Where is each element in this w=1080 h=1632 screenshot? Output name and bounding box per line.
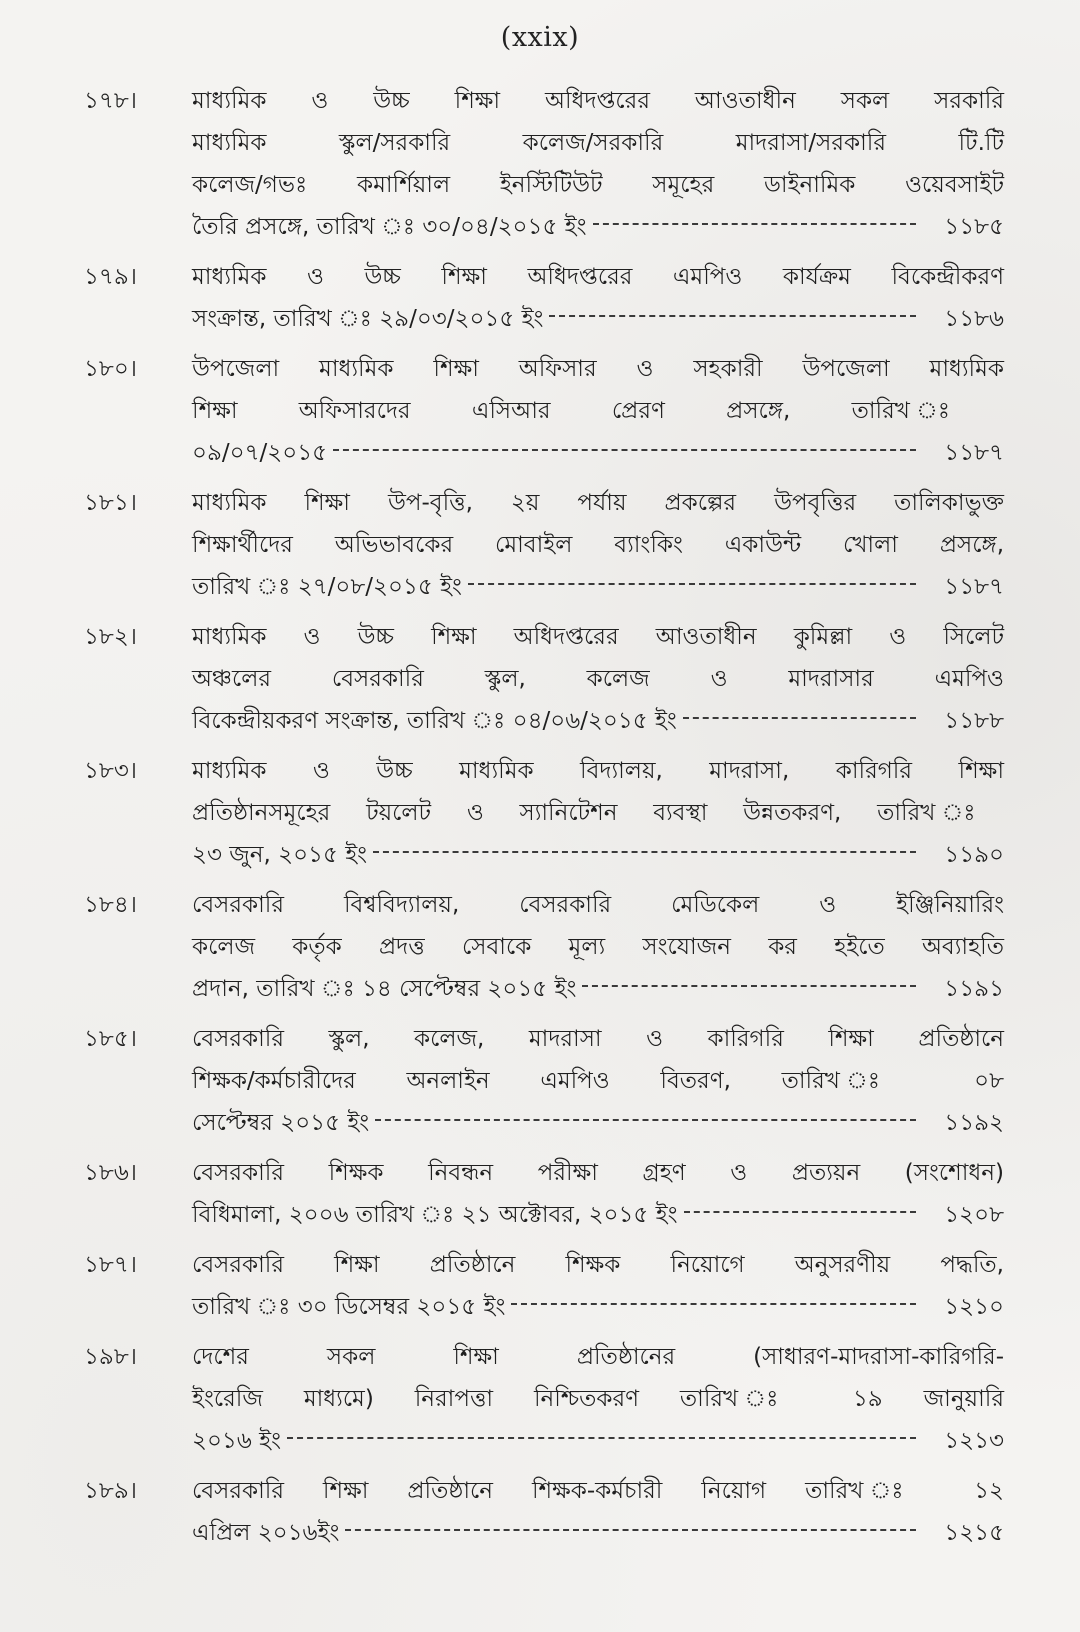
entry-title <box>192 884 1004 1010</box>
dotted-leader <box>582 985 916 987</box>
entry-line: মাধ্যমিক স্কুল/সরকারি কলেজ/সরকারি মাদরাসা/সরকারি টি.টি <box>192 130 1004 156</box>
entry-date-text: তারিখ ঃ ৩০ ডিসেম্বর ২০১৫ ইং <box>192 1294 506 1320</box>
entry-title <box>192 1018 1004 1144</box>
entry-last-line <box>192 700 1004 742</box>
toc-entry <box>84 348 1004 474</box>
entry-title <box>192 256 1004 340</box>
entry-last-line <box>192 298 1004 340</box>
entry-line: উপজেলা মাধ্যমিক শিক্ষা অফিসার ও সহকারী উপজেলা মাধ্যমিক <box>192 356 1004 382</box>
entry-page-number: ১২১৩ <box>944 1428 1004 1454</box>
dotted-leader <box>549 315 916 317</box>
entry-number: ১৮৬। <box>84 1160 138 1186</box>
toc-entry <box>84 1336 1004 1462</box>
entry-line: শিক্ষক/কর্মচারীদের অনলাইন এমপিও বিতরণ, তারিখ ঃ ০৮ <box>192 1068 1004 1094</box>
entry-line: মাধ্যমিক ও উচ্চ শিক্ষা অধিদপ্তরের আওতাধীন কুমিল্লা ও সিলেট <box>192 624 1004 650</box>
toc-entry <box>84 1018 1004 1144</box>
entry-line: বেসরকারি শিক্ষা প্রতিষ্ঠানে শিক্ষক-কর্মচারী নিয়োগ তারিখ ঃ ১২ <box>192 1478 1004 1504</box>
entry-page-number: ১১৮৬ <box>944 306 1004 332</box>
entry-last-line <box>192 968 1004 1010</box>
entry-date-text: সংক্রান্ত, তারিখ ঃ ২৯/০৩/২০১৫ ইং <box>192 306 544 332</box>
entry-date-text: বিকেন্দ্রীয়করণ সংক্রান্ত, তারিখ ঃ ০৪/০৬/২০১৫ ইং <box>192 708 677 734</box>
entry-line: মাধ্যমিক ও উচ্চ শিক্ষা অধিদপ্তরের আওতাধীন সকল সরকারি <box>192 88 1004 114</box>
entry-title <box>192 616 1004 742</box>
entry-last-line <box>192 1194 1004 1236</box>
toc-entry <box>84 750 1004 876</box>
entry-line: অঞ্চলের বেসরকারি স্কুল, কলেজ ও মাদরাসার এমপিও <box>192 666 1004 692</box>
entry-date-text: সেপ্টেম্বর ২০১৫ ইং <box>192 1110 370 1136</box>
toc-entry <box>84 1470 1004 1554</box>
entry-line: প্রতিষ্ঠানসমূহের টয়লেট ও স্যানিটেশন ব্যবস্থা উন্নতকরণ, তারিখ ঃ <box>192 800 1004 826</box>
toc-entry <box>84 482 1004 608</box>
entry-date-text: ২০১৬ ইং <box>192 1428 281 1454</box>
entry-date-text: প্রদান, তারিখ ঃ ১৪ সেপ্টেম্বর ২০১৫ ইং <box>192 976 577 1002</box>
entry-page-number: ১১৮৭ <box>944 440 1004 466</box>
dotted-leader <box>333 449 916 451</box>
entry-title <box>192 1470 1004 1554</box>
dotted-leader <box>373 851 916 853</box>
entry-title <box>192 1244 1004 1328</box>
entry-last-line <box>192 1102 1004 1144</box>
toc-entry <box>84 616 1004 742</box>
entry-title <box>192 1152 1004 1236</box>
entry-last-line <box>192 206 1004 248</box>
entry-number: ১৮৯। <box>84 1478 137 1504</box>
dotted-leader <box>593 223 916 225</box>
entry-page-number: ১১৮৭ <box>944 574 1004 600</box>
entry-last-line <box>192 1286 1004 1328</box>
entry-date-text: তারিখ ঃ ২৭/০৮/২০১৫ ইং <box>192 574 462 600</box>
entry-page-number: ১১৮৫ <box>944 214 1004 240</box>
entry-line: বেসরকারি বিশ্ববিদ্যালয়, বেসরকারি মেডিকেল ও ইঞ্জিনিয়ারিং <box>192 892 1004 918</box>
entry-page-number: ১১৯০ <box>944 842 1004 868</box>
entry-line: মাধ্যমিক শিক্ষা উপ-বৃত্তি, ২য় পর্যায় প্রকল্পের উপবৃত্তির তালিকাভুক্ত <box>192 490 1004 516</box>
entry-title <box>192 1336 1004 1462</box>
entry-line: বেসরকারি শিক্ষা প্রতিষ্ঠানে শিক্ষক নিয়োগে অনুসরণীয় পদ্ধতি, <box>192 1252 1004 1278</box>
entry-title <box>192 80 1004 248</box>
entry-page-number: ১১৯১ <box>944 976 1004 1002</box>
entry-number: ১৮৫। <box>84 1026 137 1052</box>
dotted-leader <box>683 717 916 719</box>
dotted-leader <box>375 1119 916 1121</box>
page-number-marker: (xxix) <box>500 22 580 53</box>
entry-line: মাধ্যমিক ও উচ্চ মাধ্যমিক বিদ্যালয়, মাদরাসা, কারিগরি শিক্ষা <box>192 758 1004 784</box>
entry-number: ১৮৭। <box>84 1252 138 1278</box>
toc-entry <box>84 256 1004 340</box>
entry-number: ১৮৩। <box>84 758 138 784</box>
entry-last-line <box>192 1420 1004 1462</box>
dotted-leader <box>345 1529 916 1531</box>
dotted-leader <box>684 1211 917 1213</box>
entry-number: ১৭৯। <box>84 264 138 290</box>
entry-date-text: ২৩ জুন, ২০১৫ ইং <box>192 842 368 868</box>
table-of-contents <box>84 80 1004 1562</box>
entry-date-text: ০৯/০৭/২০১৫ <box>192 440 328 466</box>
entry-number: ১৮১। <box>84 490 137 516</box>
entry-number: ১৭৮। <box>84 88 138 114</box>
dotted-leader <box>468 583 916 585</box>
entry-last-line <box>192 432 1004 474</box>
toc-entry <box>84 1244 1004 1328</box>
entry-line: শিক্ষা অফিসারদের এসিআর প্রেরণ প্রসঙ্গে, তারিখ ঃ <box>192 398 1004 424</box>
entry-page-number: ১২১৫ <box>944 1520 1004 1546</box>
dotted-leader <box>287 1437 916 1439</box>
entry-title <box>192 482 1004 608</box>
toc-entry <box>84 80 1004 248</box>
entry-date-text: তৈরি প্রসঙ্গে, তারিখ ঃ ৩০/০৪/২০১৫ ইং <box>192 214 587 240</box>
entry-number: ১৮৪। <box>84 892 137 918</box>
toc-entry <box>84 1152 1004 1236</box>
entry-line: বেসরকারি স্কুল, কলেজ, মাদরাসা ও কারিগরি শিক্ষা প্রতিষ্ঠানে <box>192 1026 1004 1052</box>
entry-title <box>192 348 1004 474</box>
toc-entry <box>84 884 1004 1010</box>
entry-date-text: বিধিমালা, ২০০৬ তারিখ ঃ ২১ অক্টোবর, ২০১৫ ইং <box>192 1202 678 1228</box>
entry-title <box>192 750 1004 876</box>
entry-line: শিক্ষার্থীদের অভিভাবকের মোবাইল ব্যাংকিং একাউন্ট খোলা প্রসঙ্গে, <box>192 532 1004 558</box>
entry-page-number: ১২০৮ <box>944 1202 1004 1228</box>
entry-line: মাধ্যমিক ও উচ্চ শিক্ষা অধিদপ্তরের এমপিও কার্যক্রম বিকেন্দ্রীকরণ <box>192 264 1004 290</box>
entry-number: ১৮২। <box>84 624 138 650</box>
entry-page-number: ১১৯২ <box>944 1110 1004 1136</box>
entry-line: বেসরকারি শিক্ষক নিবন্ধন পরীক্ষা গ্রহণ ও প্রত্যয়ন (সংশোধন) <box>192 1160 1004 1186</box>
entry-number: ১৯৮। <box>84 1344 137 1370</box>
entry-last-line <box>192 1512 1004 1554</box>
entry-line: কলেজ কর্তৃক প্রদত্ত সেবাকে মূল্য সংযোজন কর হইতে অব্যাহতি <box>192 934 1004 960</box>
entry-page-number: ১২১০ <box>944 1294 1004 1320</box>
dotted-leader <box>511 1303 916 1305</box>
entry-line: দেশের সকল শিক্ষা প্রতিষ্ঠানের (সাধারণ-মাদরাসা-কারিগরি- <box>192 1344 1004 1370</box>
entry-last-line <box>192 834 1004 876</box>
entry-page-number: ১১৮৮ <box>944 708 1004 734</box>
entry-date-text: এপ্রিল ২০১৬ইং <box>192 1520 340 1546</box>
entry-last-line <box>192 566 1004 608</box>
entry-line: ইংরেজি মাধ্যমে) নিরাপত্তা নিশ্চিতকরণ তারিখ ঃ ১৯ জানুয়ারি <box>192 1386 1004 1412</box>
entry-line: কলেজ/গভঃ কমার্শিয়াল ইনস্টিটিউট সমূহের ডাইনামিক ওয়েবসাইট <box>192 172 1004 198</box>
entry-number: ১৮০। <box>84 356 138 382</box>
